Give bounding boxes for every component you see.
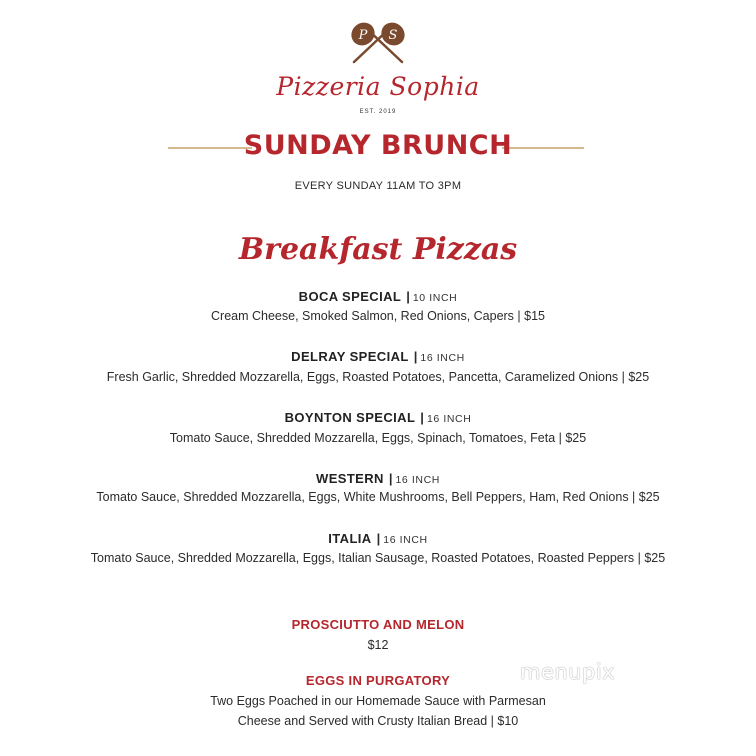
item-size: 16 INCH	[426, 413, 472, 425]
item-description: Tomato Sauce, Shredded Mozzarella, Eggs, White Mushrooms, Bell Peppers, Ham, Red Onions | $25	[96, 490, 660, 504]
logo-monogram-p: P	[358, 28, 368, 43]
item-description: Cream Cheese, Smoked Salmon, Red Onions, Capers | $15	[211, 309, 545, 323]
menu-item-heading	[0, 471, 756, 486]
item-separator: |	[413, 349, 418, 364]
special-description-line: Two Eggs Poached in our Homemade Sauce with Parmesan	[210, 694, 546, 708]
brand-name: Pizzeria Sophia	[276, 72, 480, 101]
item-description: Tomato Sauce, Shredded Mozzarella, Eggs, Spinach, Tomatoes, Feta | $25	[169, 431, 587, 445]
item-name: BOYNTON SPECIAL	[284, 410, 416, 425]
logo-monogram-s: S	[388, 28, 398, 43]
menu-item-heading	[0, 410, 756, 425]
special-name: EGGS IN PURGATORY	[305, 673, 451, 688]
item-separator: |	[388, 471, 393, 486]
item-name: WESTERN	[316, 471, 384, 486]
item-size: 16 INCH	[395, 474, 440, 486]
special-price: $12	[367, 638, 389, 652]
item-separator: |	[376, 531, 381, 546]
item-size: 16 INCH	[383, 534, 428, 546]
established-year: EST. 2019	[359, 109, 397, 115]
item-separator: |	[406, 289, 410, 304]
item-name: ITALIA	[328, 531, 372, 546]
menu-item-heading	[0, 349, 756, 364]
menu-item-heading	[0, 289, 756, 304]
item-size: 10 INCH	[412, 292, 458, 304]
item-description: Tomato Sauce, Shredded Mozzarella, Eggs, Italian Sausage, Roasted Potatoes, Roasted Peppers | $25	[90, 551, 666, 565]
menu-item-heading	[0, 531, 756, 546]
item-size: 16 INCH	[420, 352, 465, 364]
section-title: Breakfast Pizzas	[238, 232, 518, 267]
menupix-watermark: menupix	[520, 660, 616, 684]
pizza-peel-logo-icon	[342, 20, 414, 68]
service-hours: EVERY SUNDAY 11AM TO 3PM	[294, 180, 462, 192]
special-name: PROSCIUTTO AND MELON	[291, 617, 465, 632]
item-name: BOCA SPECIAL	[298, 289, 402, 304]
item-separator: |	[420, 410, 424, 425]
item-description: Fresh Garlic, Shredded Mozzarella, Eggs, Roasted Potatoes, Pancetta, Caramelized Onions | $25	[106, 370, 650, 384]
menu-title: SUNDAY BRUNCH	[243, 130, 513, 161]
item-name: DELRAY SPECIAL	[291, 349, 409, 364]
special-description-line: Cheese and Served with Crusty Italian Bread | $10	[237, 714, 519, 728]
